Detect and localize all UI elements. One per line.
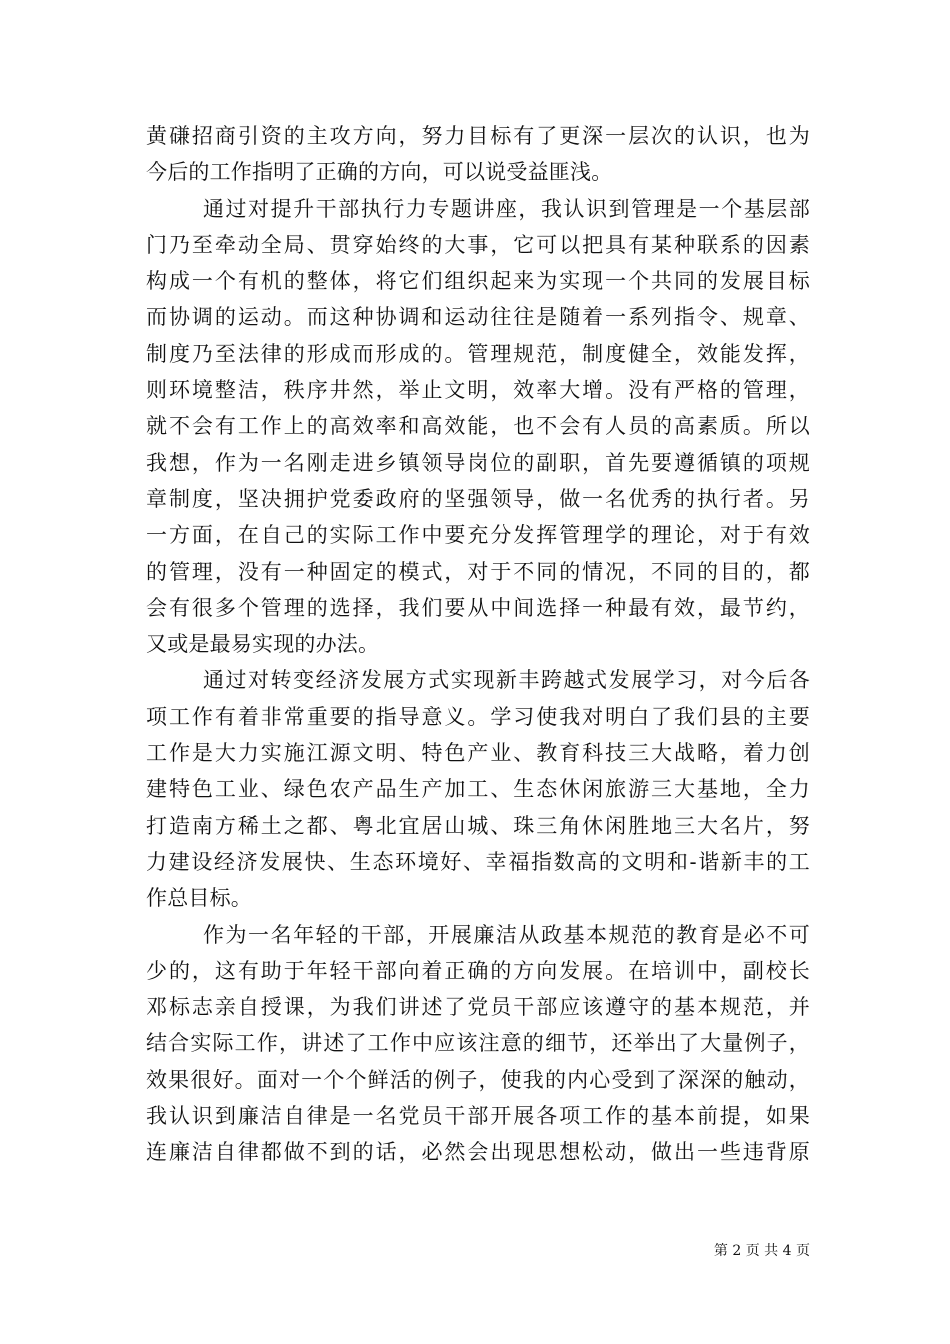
text-line: 构成一个有机的整体，将它们组织起来为实现一个共同的发展目标: [146, 269, 810, 294]
text-line: 章制度，坚决拥护党委政府的坚强领导，做一名优秀的执行者。另: [146, 486, 810, 511]
text-line: 又或是最易实现的办法。: [146, 632, 380, 657]
body-text: [146, 118, 810, 1171]
text-line: 力建设经济发展快、生态环境好、幸福指数高的文明和-谐新丰的工: [146, 849, 810, 874]
text-line: 结合实际工作，讲述了工作中应该注意的细节，还举出了大量例子，: [146, 1031, 810, 1056]
text-line: 而协调的运动。而这种协调和运动往往是随着一系列指令、规章、: [146, 305, 810, 330]
text-line: 我想，作为一名刚走进乡镇领导岗位的副职，首先要遵循镇的项规: [146, 450, 810, 475]
text-line: 我认识到廉洁自律是一名党员干部开展各项工作的基本前提，如果: [146, 1104, 810, 1129]
text-line: 建特色工业、绿色农产品生产加工、生态休闲旅游三大基地，全力: [146, 777, 810, 802]
text-line: 项工作有着非常重要的指导意义。学习使我对明白了我们县的主要: [146, 704, 810, 729]
text-line: 连廉洁自律都做不到的话，必然会出现思想松动，做出一些违背原: [146, 1140, 810, 1165]
text-line: 会有很多个管理的选择，我们要从中间选择一种最有效，最节约，: [146, 595, 810, 620]
text-line: 作总目标。: [146, 886, 252, 911]
text-line: 黄磏招商引资的主攻方向，努力目标有了更深一层次的认识，也为: [146, 124, 810, 148]
text-line: 则环境整洁，秩序井然，举止文明，效率大增。没有严格的管理，: [146, 378, 810, 403]
page-number: 第 2 页 共 4 页: [713, 1243, 810, 1259]
paragraph-first-line: 作为一名年轻的干部，开展廉洁从政基本规范的教育是必不可: [203, 922, 810, 947]
text-line: 一方面，在自己的实际工作中要充分发挥管理学的理论，对于有效: [146, 523, 810, 548]
paragraph-first-line: 通过对提升干部执行力专题讲座，我认识到管理是一个基层部: [203, 196, 810, 221]
paragraph-first-line: 通过对转变经济发展方式实现新丰跨越式发展学习，对今后各: [203, 668, 810, 693]
text-line: 的管理，没有一种固定的模式，对于不同的情况，不同的目的，都: [146, 559, 810, 584]
text-line: 工作是大力实施江源文明、特色产业、教育科技三大战略，着力创: [146, 741, 810, 766]
text-line: 少的，这有助于年轻干部向着正确的方向发展。在培训中，副校长: [146, 958, 810, 983]
page-footer: [700, 1240, 810, 1262]
text-line: 打造南方稀土之都、粤北宜居山城、珠三角休闲胜地三大名片，努: [146, 813, 810, 838]
text-line: 门乃至牵动全局、贯穿始终的大事，它可以把具有某种联系的因素: [146, 232, 810, 257]
text-line: 就不会有工作上的高效率和高效能，也不会有人员的高素质。所以: [146, 414, 810, 439]
text-line: 今后的工作指明了正确的方向，可以说受益匪浅。: [146, 160, 613, 185]
text-line: 制度乃至法律的形成而形成的。管理规范，制度健全，效能发挥，: [146, 341, 810, 366]
text-line: 效果很好。面对一个个鲜活的例子，使我的内心受到了深深的触动，: [146, 1067, 810, 1092]
text-line: 邓标志亲自授课，为我们讲述了党员干部应该遵守的基本规范，并: [146, 995, 810, 1020]
